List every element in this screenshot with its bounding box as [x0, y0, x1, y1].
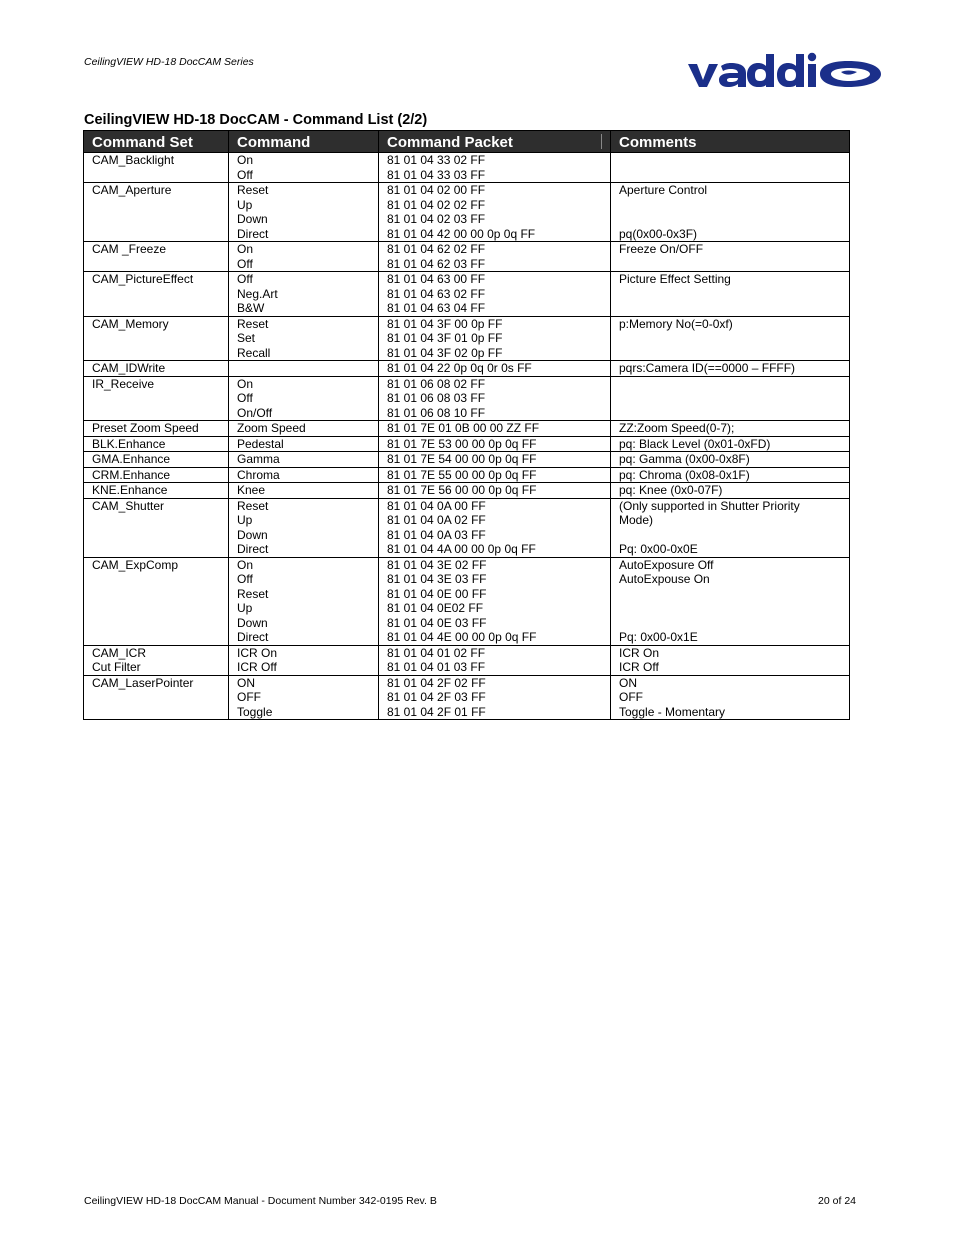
table-row	[84, 376, 850, 421]
cell-line: p:Memory No(=0-0xf)	[619, 316, 733, 331]
cell-line: GMA.Enhance	[92, 452, 171, 466]
cell-command-set	[84, 436, 229, 452]
cell-line: KNE.Enhance	[92, 483, 168, 497]
cell-command-set	[84, 467, 229, 483]
cell-comments	[611, 421, 850, 437]
cell-line: 81 01 04 01 02 FF	[387, 645, 486, 660]
cell-line: 81 01 7E 53 00 00 0p 0q FF	[387, 436, 537, 451]
cell-line: Down	[237, 615, 268, 630]
column-header-command-packet: Command Packet	[379, 131, 611, 153]
cell-line: 81 01 04 0E 03 FF	[387, 615, 487, 630]
cell-line: Pq: 0x00-0x1E	[619, 630, 698, 644]
cell-line	[619, 153, 841, 168]
cell-command-packet	[379, 183, 611, 242]
cell-command	[229, 498, 379, 557]
cell-line	[619, 528, 841, 543]
cell-line: CRM.Enhance	[92, 467, 171, 482]
cell-comments	[611, 557, 850, 645]
cell-line: 81 01 04 02 02 FF	[387, 197, 486, 212]
cell-line: 81 01 04 3E 02 FF	[387, 557, 487, 572]
cell-line: 81 01 06 08 02 FF	[387, 376, 486, 391]
cell-line	[619, 616, 841, 631]
cell-line: On	[237, 153, 254, 167]
cell-line: 81 01 7E 55 00 00 0p 0q FF	[387, 467, 537, 482]
cell-line: On/Off	[237, 405, 273, 420]
cell-command-set	[84, 183, 229, 242]
cell-command-packet	[379, 272, 611, 317]
cell-command-set	[84, 361, 229, 377]
cell-line: CAM_Shutter	[92, 498, 165, 513]
cell-command	[229, 272, 379, 317]
table-row	[84, 153, 850, 183]
cell-line: CAM_Backlight	[92, 153, 175, 167]
cell-line: CAM_LaserPointer	[92, 675, 194, 690]
table-row	[84, 183, 850, 242]
cell-comments	[611, 183, 850, 242]
cell-line: Up	[237, 601, 253, 615]
table-row	[84, 498, 850, 557]
cell-line: CAM_IDWrite	[92, 361, 166, 375]
cell-line: Direct	[237, 630, 269, 644]
cell-line	[619, 212, 841, 227]
cell-line: Pedestal	[237, 436, 284, 451]
cell-command-packet	[379, 376, 611, 421]
cell-line: CAM_Memory	[92, 316, 169, 331]
table-row	[84, 421, 850, 437]
cell-line: Aperture Control	[619, 183, 708, 197]
cell-line: Up	[237, 197, 253, 212]
cell-line: 81 01 04 0E02 FF	[387, 601, 484, 615]
cell-line: Off	[237, 391, 253, 405]
cell-comments	[611, 153, 850, 183]
cell-line: Down	[237, 212, 268, 226]
cell-line: BLK.Enhance	[92, 436, 166, 451]
column-header-comments: Comments	[611, 131, 850, 153]
cell-line: 81 01 04 63 02 FF	[387, 286, 486, 301]
cell-command-set	[84, 421, 229, 437]
cell-command-packet	[379, 557, 611, 645]
cell-line: ICR Off	[619, 660, 659, 674]
cell-line: Picture Effect Setting	[619, 272, 731, 286]
cell-command-set	[84, 557, 229, 645]
cell-line: 81 01 04 63 04 FF	[387, 301, 486, 315]
cell-line: 81 01 04 62 02 FF	[387, 242, 486, 256]
cell-line: Direct	[237, 542, 269, 556]
cell-command	[229, 361, 379, 377]
table-row	[84, 467, 850, 483]
vaddio-logo	[686, 52, 882, 90]
cell-command-packet	[379, 483, 611, 499]
cell-line: CAM_ICR	[92, 645, 147, 660]
cell-line: Reset	[237, 586, 269, 601]
cell-line: Neg.Art	[237, 286, 278, 301]
cell-command	[229, 316, 379, 361]
cell-line: Toggle	[237, 704, 273, 719]
cell-line: 81 01 04 0E 00 FF	[387, 586, 487, 601]
cell-comments	[611, 376, 850, 421]
cell-line: CAM_PictureEffect	[92, 272, 194, 286]
cell-line: Knee	[237, 483, 266, 497]
cell-line: Zoom Speed	[237, 421, 306, 435]
cell-line: On	[237, 557, 254, 572]
cell-command-packet	[379, 467, 611, 483]
cell-command-packet	[379, 421, 611, 437]
cell-command-set	[84, 452, 229, 468]
table-row	[84, 436, 850, 452]
table-row	[84, 557, 850, 645]
cell-command	[229, 376, 379, 421]
cell-comments	[611, 483, 850, 499]
cell-comments	[611, 316, 850, 361]
cell-line: 81 01 04 02 03 FF	[387, 212, 486, 226]
cell-command-packet	[379, 361, 611, 377]
cell-line: 81 01 04 63 00 FF	[387, 272, 486, 286]
cell-command-packet	[379, 436, 611, 452]
cell-line: 81 01 06 08 10 FF	[387, 405, 486, 420]
cell-command	[229, 467, 379, 483]
cell-line	[619, 587, 841, 602]
cell-comments	[611, 467, 850, 483]
cell-line: 81 01 04 01 03 FF	[387, 660, 486, 674]
cell-line: 81 01 04 33 03 FF	[387, 167, 486, 182]
table-row	[84, 483, 850, 499]
cell-comments	[611, 452, 850, 468]
cell-line: 81 01 04 4A 00 00 0p 0q FF	[387, 542, 536, 556]
cell-line: Cut Filter	[92, 660, 141, 674]
table-row	[84, 675, 850, 720]
cell-line: Off	[237, 167, 253, 182]
cell-line: OFF	[619, 690, 643, 704]
cell-line: Set	[237, 331, 256, 345]
cell-comments	[611, 272, 850, 317]
cell-command-packet	[379, 645, 611, 675]
header-series: CeilingVIEW HD-18 DocCAM Series	[84, 56, 254, 68]
cell-command	[229, 421, 379, 437]
command-list-table	[83, 130, 850, 720]
cell-command-packet	[379, 316, 611, 361]
cell-command-set	[84, 242, 229, 272]
table-row	[84, 272, 850, 317]
cell-line: Recall	[237, 345, 271, 360]
cell-line: ZZ:Zoom Speed(0-7);	[619, 421, 735, 435]
cell-line: 81 01 7E 01 0B 00 00 ZZ FF	[387, 421, 540, 435]
cell-line: (Only supported in Shutter Priority	[619, 498, 800, 513]
cell-line: 81 01 04 2F 02 FF	[387, 675, 486, 690]
cell-line: 81 01 7E 54 00 00 0p 0q FF	[387, 452, 537, 466]
cell-line: AutoExpouse On	[619, 572, 710, 586]
cell-line: 81 01 06 08 03 FF	[387, 391, 486, 405]
cell-command-packet	[379, 498, 611, 557]
cell-line: Chroma	[237, 467, 280, 482]
cell-line: Reset	[237, 316, 269, 331]
cell-line: ICR On	[619, 645, 660, 660]
cell-command-set	[84, 675, 229, 720]
cell-command	[229, 557, 379, 645]
cell-command-set	[84, 645, 229, 675]
table-row	[84, 452, 850, 468]
cell-command-packet	[379, 242, 611, 272]
cell-line: 81 01 04 2F 03 FF	[387, 690, 486, 704]
cell-comments	[611, 361, 850, 377]
cell-command-packet	[379, 452, 611, 468]
cell-line: Pq: 0x00-0x0E	[619, 542, 698, 556]
table-row	[84, 316, 850, 361]
cell-line	[237, 361, 370, 376]
cell-line: Gamma	[237, 452, 280, 466]
cell-line: 81 01 04 2F 01 FF	[387, 704, 486, 719]
cell-line: 81 01 04 62 03 FF	[387, 256, 486, 271]
cell-line: Up	[237, 513, 253, 527]
table-header-row	[84, 131, 850, 153]
table-row	[84, 361, 850, 377]
cell-line: 81 01 04 33 02 FF	[387, 153, 486, 167]
cell-line: 81 01 04 0A 02 FF	[387, 513, 486, 527]
cell-line	[619, 601, 841, 616]
cell-line: 81 01 04 22 0p 0q 0r 0s FF	[387, 361, 532, 375]
cell-line: 81 01 04 0A 03 FF	[387, 527, 486, 542]
cell-line: Mode)	[619, 513, 654, 527]
cell-line: Direct	[237, 226, 269, 241]
cell-line: pq(0x00-0x3F)	[619, 226, 698, 241]
cell-line: AutoExposure Off	[619, 557, 714, 572]
table-row	[84, 645, 850, 675]
column-header-command-set: Command Set	[84, 131, 229, 153]
cell-command	[229, 645, 379, 675]
cell-line: Toggle - Momentary	[619, 704, 726, 719]
footer-document-info: CeilingVIEW HD-18 DocCAM Manual - Document Number 342-0195 Rev. B	[84, 1195, 437, 1207]
cell-line: 81 01 7E 56 00 00 0p 0q FF	[387, 483, 537, 497]
cell-line: IR_Receive	[92, 376, 155, 391]
cell-command-set	[84, 316, 229, 361]
cell-line: On	[237, 242, 254, 256]
table-body	[84, 153, 850, 720]
cell-command-set	[84, 483, 229, 499]
table-row	[84, 242, 850, 272]
cell-line: B&W	[237, 301, 265, 315]
cell-line: Reset	[237, 498, 269, 513]
cell-line: 81 01 04 02 00 FF	[387, 183, 486, 197]
cell-line: CAM _Freeze	[92, 242, 167, 256]
cell-line: 81 01 04 3F 02 0p FF	[387, 345, 503, 360]
cell-command-set	[84, 498, 229, 557]
cell-command	[229, 242, 379, 272]
section-title: CeilingVIEW HD-18 DocCAM - Command List (2/2)	[84, 112, 428, 128]
cell-command	[229, 483, 379, 499]
cell-line: pq: Knee (0x0-07F)	[619, 483, 723, 497]
cell-comments	[611, 498, 850, 557]
cell-line: Off	[237, 272, 253, 286]
cell-line: 81 01 04 0A 00 FF	[387, 498, 486, 513]
cell-command-set	[84, 376, 229, 421]
cell-comments	[611, 436, 850, 452]
cell-line	[619, 198, 841, 213]
cell-line: Reset	[237, 183, 269, 197]
cell-line: Off	[237, 572, 253, 586]
cell-line: pq: Chroma (0x08-0x1F)	[619, 467, 750, 482]
cell-line: 81 01 04 42 00 00 0p 0q FF	[387, 226, 536, 241]
footer-page-number: 20 of 24	[818, 1195, 856, 1207]
cell-line: ICR Off	[237, 660, 277, 674]
cell-line: Down	[237, 527, 268, 542]
cell-line: ON	[237, 675, 255, 690]
column-header-command: Command	[229, 131, 379, 153]
cell-line: pq: Black Level (0x01-0xFD)	[619, 436, 771, 451]
cell-command-packet	[379, 153, 611, 183]
cell-line: pqrs:Camera ID(==0000 – FFFF)	[619, 361, 796, 375]
cell-line: ON	[619, 675, 637, 690]
cell-command	[229, 452, 379, 468]
cell-line: Freeze On/OFF	[619, 242, 704, 256]
cell-line: Preset Zoom Speed	[92, 421, 199, 435]
cell-command	[229, 675, 379, 720]
cell-line: ICR On	[237, 645, 278, 660]
cell-line: 81 01 04 4E 00 00 0p 0q FF	[387, 630, 537, 644]
cell-line: Off	[237, 256, 253, 271]
cell-line: pq: Gamma (0x00-0x8F)	[619, 452, 750, 466]
cell-comments	[611, 675, 850, 720]
cell-command	[229, 153, 379, 183]
cell-command-set	[84, 272, 229, 317]
cell-line: CAM_ExpComp	[92, 557, 179, 572]
cell-command-set	[84, 153, 229, 183]
cell-comments	[611, 242, 850, 272]
cell-line: 81 01 04 3E 03 FF	[387, 572, 487, 586]
cell-line: 81 01 04 3F 01 0p FF	[387, 331, 503, 345]
cell-line	[619, 377, 841, 392]
cell-line: CAM_Aperture	[92, 183, 172, 197]
cell-line: On	[237, 376, 254, 391]
cell-command	[229, 436, 379, 452]
cell-line: OFF	[237, 690, 261, 704]
cell-comments	[611, 645, 850, 675]
cell-line: 81 01 04 3F 00 0p FF	[387, 316, 503, 331]
cell-command-packet	[379, 675, 611, 720]
cell-command	[229, 183, 379, 242]
